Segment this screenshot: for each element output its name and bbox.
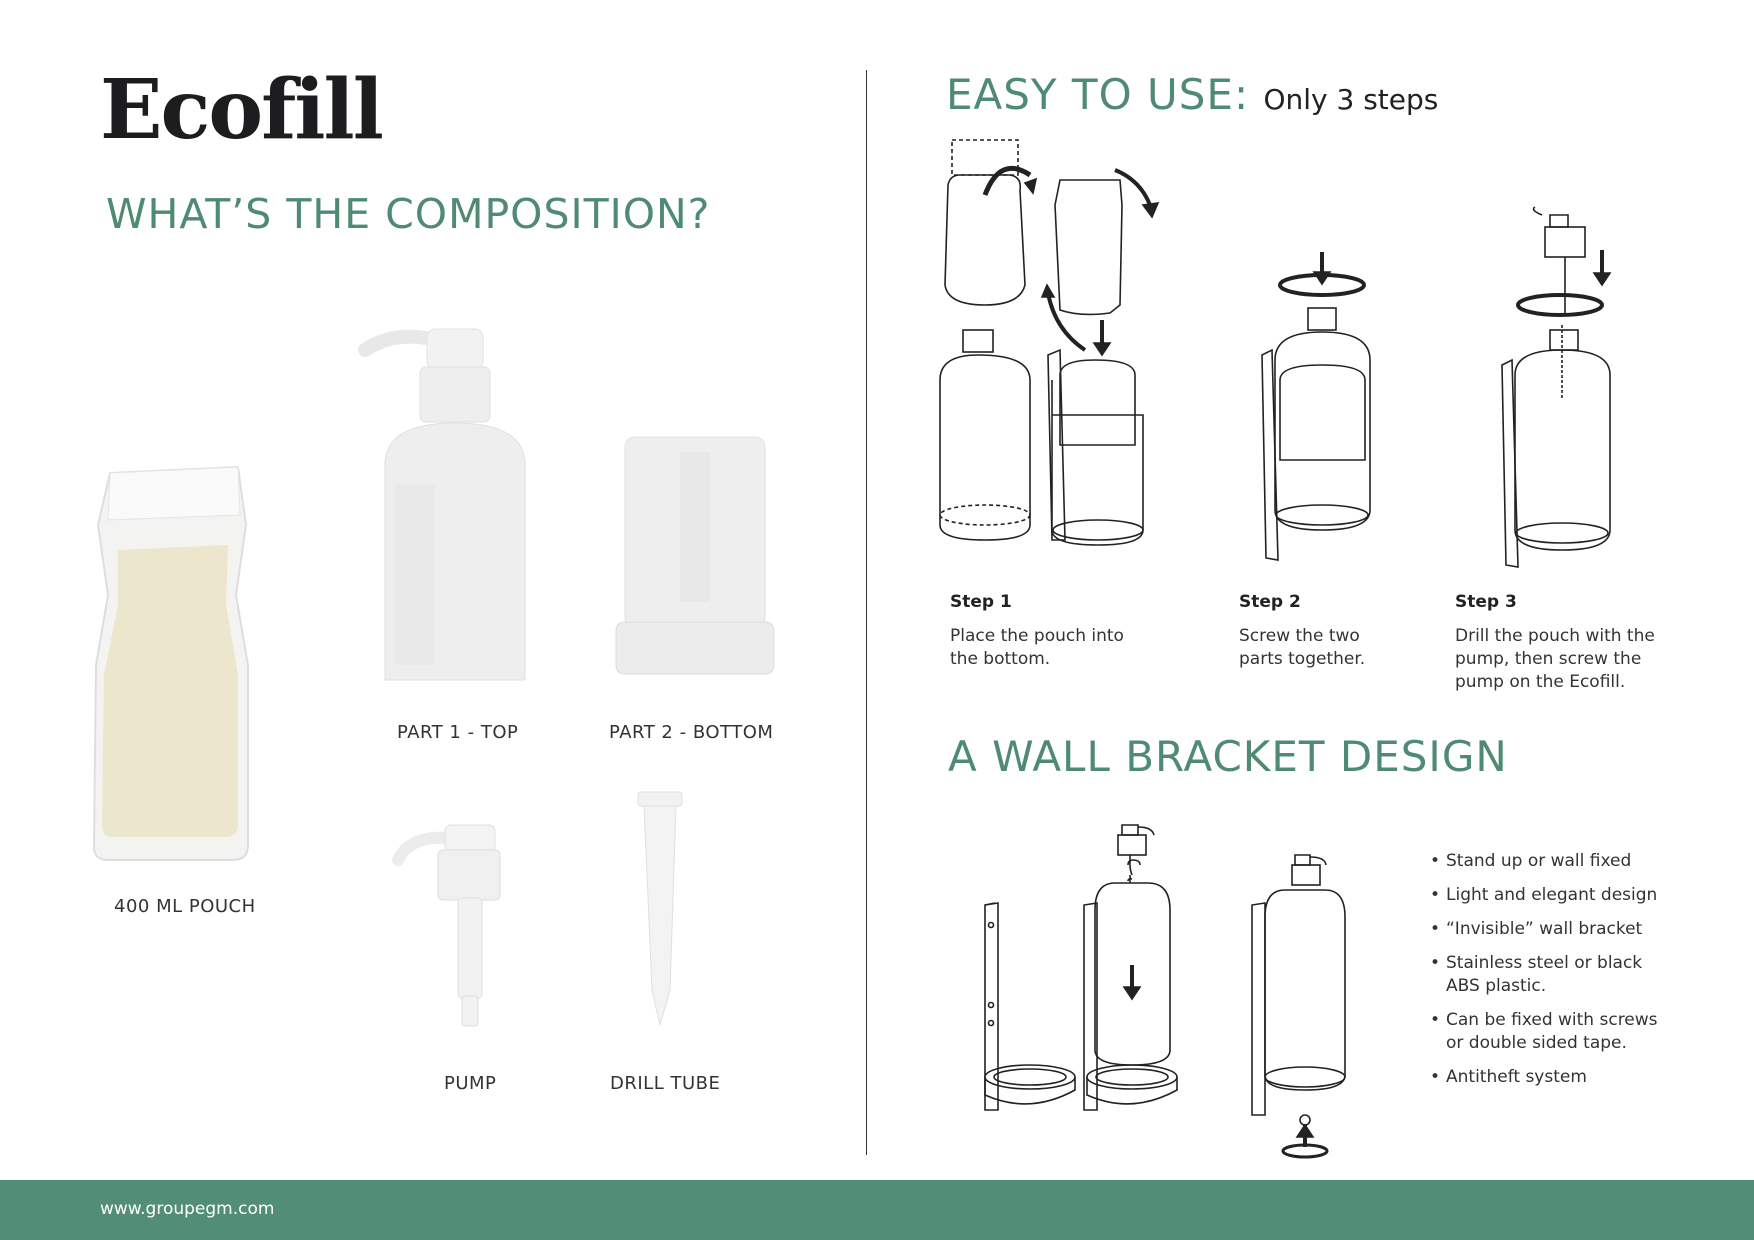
pump-label: PUMP bbox=[444, 1073, 497, 1094]
feature-item: • Can be fixed with screws or double sided tape. bbox=[1430, 1009, 1730, 1055]
step2-title: Step 2 bbox=[1239, 592, 1301, 612]
feature-item: • Stainless steel or black ABS plastic. bbox=[1430, 952, 1730, 998]
easy-heading-text: EASY TO USE: bbox=[946, 70, 1250, 119]
step1-text: Place the pouch into the bottom. bbox=[950, 626, 1124, 669]
wall-bracket-illustration bbox=[980, 815, 1400, 1160]
feature-item: • Antitheft system bbox=[1430, 1066, 1730, 1089]
part-bottom-label: PART 2 - BOTTOM bbox=[609, 722, 774, 743]
step3-title: Step 3 bbox=[1455, 592, 1517, 612]
step2-text: Screw the two parts together. bbox=[1239, 626, 1366, 669]
feature-item: • Light and elegant design bbox=[1430, 884, 1730, 907]
composition-heading: WHAT’S THE COMPOSITION? bbox=[106, 190, 711, 238]
easy-subheading: Only 3 steps bbox=[1263, 83, 1439, 116]
footer-url[interactable]: www.groupegm.com bbox=[100, 1199, 275, 1219]
brand-logo: Ecofill bbox=[100, 62, 382, 158]
drill-tube-image bbox=[630, 790, 690, 1030]
step3-text: Drill the pouch with the pump, then screw the pump on the Ecofill. bbox=[1455, 626, 1655, 692]
wall-bracket-heading: A WALL BRACKET DESIGN bbox=[948, 732, 1508, 781]
step2-illustration bbox=[1260, 250, 1380, 570]
part-top-image bbox=[355, 325, 545, 695]
step3-illustration bbox=[1500, 205, 1640, 575]
part-top-label: PART 1 - TOP bbox=[397, 722, 519, 743]
pump-image bbox=[390, 820, 510, 1035]
wall-bracket-features bbox=[1430, 850, 1730, 1100]
column-divider bbox=[866, 70, 867, 1155]
easy-heading bbox=[946, 70, 1438, 119]
part-bottom-image bbox=[610, 432, 780, 692]
feature-item: • Stand up or wall fixed bbox=[1430, 850, 1730, 873]
step1-illustration bbox=[930, 135, 1160, 575]
pouch-label: 400 ML POUCH bbox=[114, 896, 256, 917]
feature-item: • “Invisible” wall bracket bbox=[1430, 918, 1730, 941]
step1-title: Step 1 bbox=[950, 592, 1012, 612]
drill-tube-label: DRILL TUBE bbox=[610, 1073, 721, 1094]
pouch-image bbox=[88, 465, 268, 875]
